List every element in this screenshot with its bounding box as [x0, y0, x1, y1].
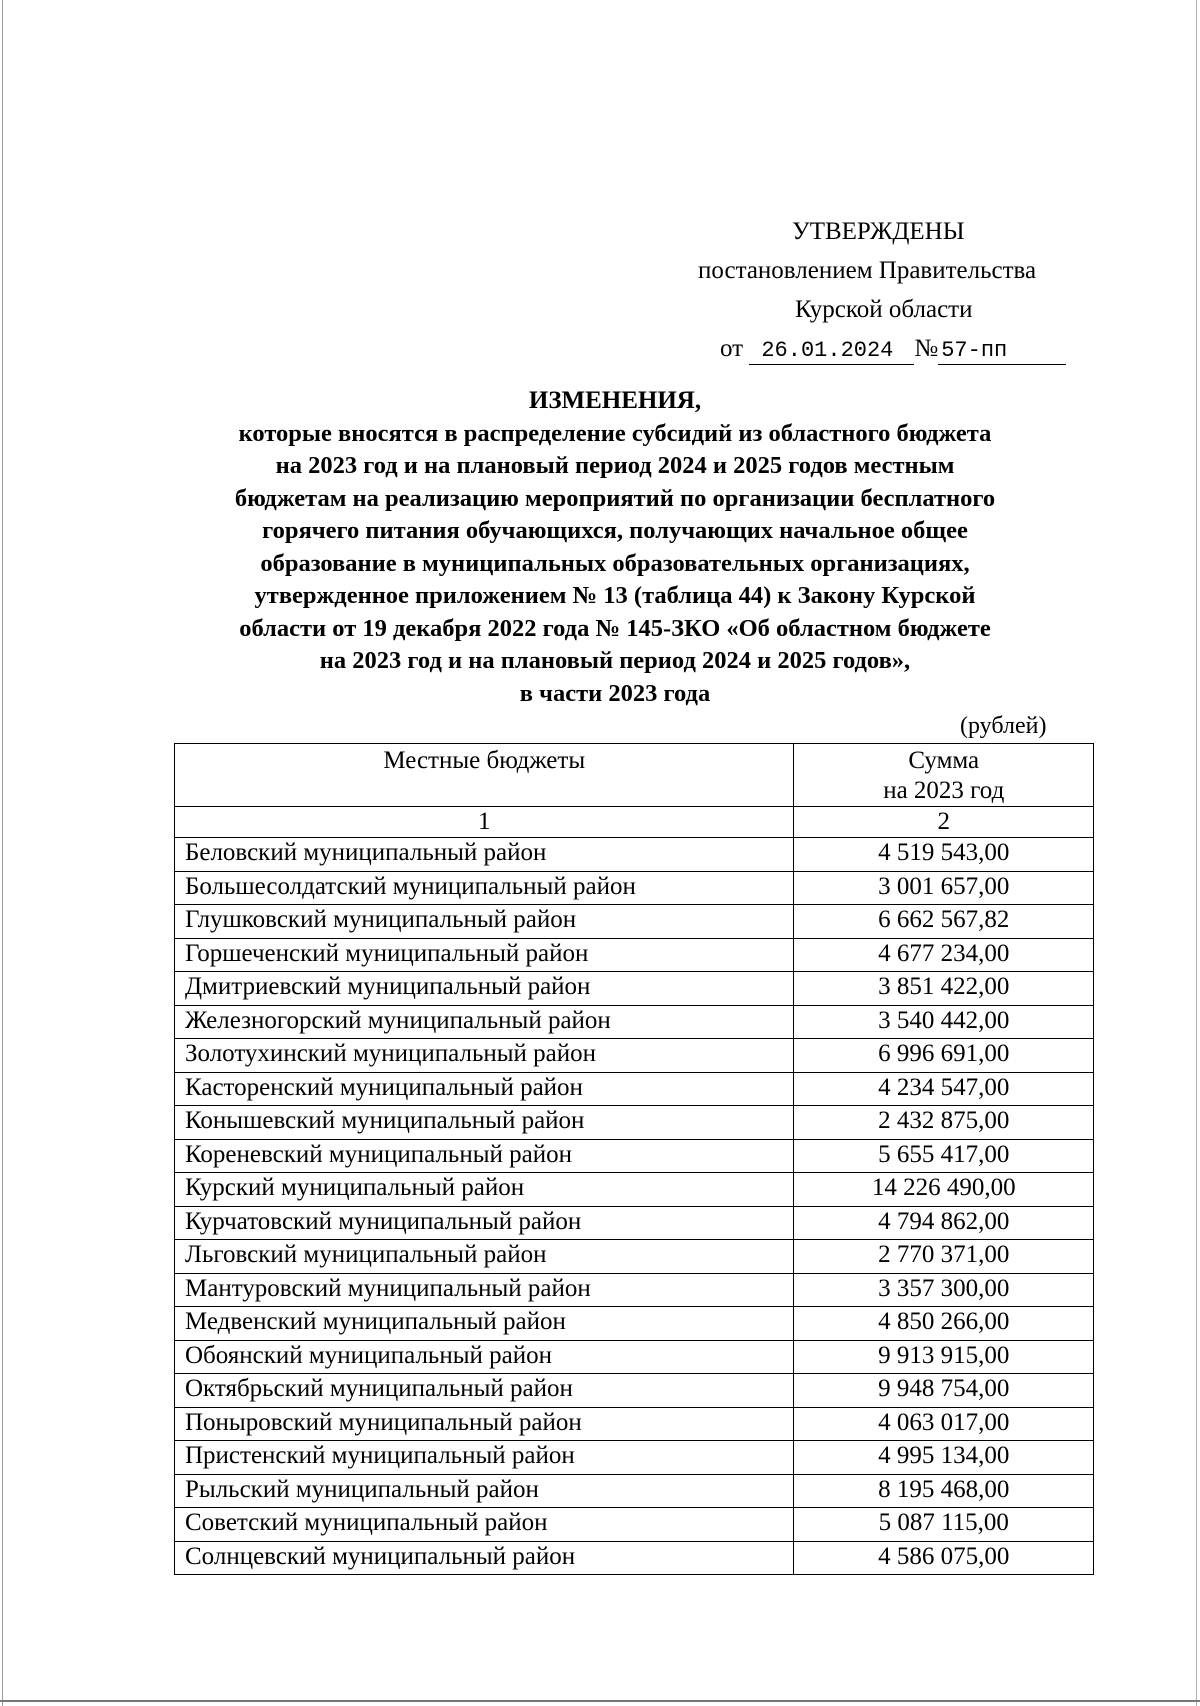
budget-name-cell: Обоянский муниципальный район — [175, 1340, 794, 1374]
budget-amount-cell: 4 850 266,00 — [794, 1307, 1094, 1341]
budget-name-cell: Конышевский муниципальный район — [175, 1106, 794, 1140]
approval-date: 26.01.2024 — [749, 338, 914, 365]
table-row — [175, 938, 1094, 972]
heading-line: на 2023 год и на плановый период 2024 и 2025 годов местным — [275, 452, 955, 479]
budget-name-cell: Советский муниципальный район — [175, 1508, 794, 1542]
budget-name-cell: Солнцевский муниципальный район — [175, 1541, 794, 1575]
budget-amount-cell: 8 195 468,00 — [794, 1474, 1094, 1508]
table-row — [175, 1441, 1094, 1475]
heading-line: на 2023 год и на плановый период 2024 и 2025 годов», — [319, 647, 911, 674]
budget-amount-cell: 4 519 543,00 — [794, 838, 1094, 872]
table-row — [175, 1240, 1094, 1274]
table-row — [175, 1541, 1094, 1575]
budget-name-cell: Золотухинский муниципальный район — [175, 1039, 794, 1073]
budget-name-cell: Мантуровский муниципальный район — [175, 1273, 794, 1307]
heading-line: в части 2023 года — [519, 679, 711, 707]
budget-amount-cell: 9 948 754,00 — [794, 1374, 1094, 1408]
table-row — [175, 1307, 1094, 1341]
budget-amount-cell: 3 851 422,00 — [794, 972, 1094, 1006]
budget-table — [174, 743, 1094, 1575]
budget-name-cell: Курский муниципальный район — [175, 1173, 794, 1207]
budget-name-cell: Медвенский муниципальный район — [175, 1307, 794, 1341]
budget-amount-cell: 2 432 875,00 — [794, 1106, 1094, 1140]
scan-edge-left — [2, 0, 3, 1706]
table-index-row — [175, 807, 1094, 838]
table-row — [175, 1273, 1094, 1307]
document-heading — [160, 385, 1070, 710]
budget-amount-cell: 3 357 300,00 — [794, 1273, 1094, 1307]
index-col1: 1 — [175, 807, 794, 838]
budget-amount-cell: 4 234 547,00 — [794, 1072, 1094, 1106]
header-amount — [794, 744, 1094, 807]
table-row — [175, 1106, 1094, 1140]
budget-name-cell: Поныровский муниципальный район — [175, 1407, 794, 1441]
budget-name-cell: Беловский муниципальный район — [175, 838, 794, 872]
budget-name-cell: Железногорский муниципальный район — [175, 1005, 794, 1039]
approval-region: Курской области — [795, 296, 973, 323]
budget-name-cell: Кореневский муниципальный район — [175, 1139, 794, 1173]
budget-name-cell: Льговский муниципальный район — [175, 1240, 794, 1274]
unit-label: (рублей) — [960, 713, 1047, 739]
heading-line: утвержденное приложением № 13 (таблица 44) к Закону Курской — [254, 582, 976, 609]
budget-amount-cell: 6 662 567,82 — [794, 905, 1094, 939]
table-row — [175, 1407, 1094, 1441]
from-label: от — [720, 335, 744, 362]
budget-name-cell: Октябрьский муниципальный район — [175, 1374, 794, 1408]
heading-line: области от 19 декабря 2022 года № 145-ЗКО «Об областном бюджете — [239, 614, 991, 642]
table-row — [175, 838, 1094, 872]
table-row — [175, 1340, 1094, 1374]
budget-amount-cell: 4 063 017,00 — [794, 1407, 1094, 1441]
table-row — [175, 1374, 1094, 1408]
index-col2: 2 — [794, 807, 1094, 838]
approval-block — [650, 212, 1120, 368]
heading-line: горячего питания обучающихся, получающих начальное общее — [262, 517, 968, 544]
scan-edge-right — [1196, 0, 1197, 1706]
budget-name-cell: Курчатовский муниципальный район — [175, 1206, 794, 1240]
header-amount-line1: Сумма — [908, 747, 980, 774]
budget-amount-cell: 4 794 862,00 — [794, 1206, 1094, 1240]
budget-name-cell: Большесолдатский муниципальный район — [175, 871, 794, 905]
budget-amount-cell: 2 770 371,00 — [794, 1240, 1094, 1274]
budget-name-cell: Горшеченский муниципальный район — [175, 938, 794, 972]
budget-name-cell: Касторенский муниципальный район — [175, 1072, 794, 1106]
budget-amount-cell: 5 087 115,00 — [794, 1508, 1094, 1542]
scan-edge-bottom — [0, 1700, 1200, 1702]
table-row — [175, 1173, 1094, 1207]
approval-authority: постановлением Правительства — [698, 257, 1037, 284]
budget-amount-cell: 9 913 915,00 — [794, 1340, 1094, 1374]
budget-name-cell: Рыльский муниципальный район — [175, 1474, 794, 1508]
header-local-budgets: Местные бюджеты — [175, 744, 794, 807]
budget-amount-cell: 4 677 234,00 — [794, 938, 1094, 972]
approval-date-line — [650, 329, 1120, 368]
budget-name-cell: Дмитриевский муниципальный район — [175, 972, 794, 1006]
budget-name-cell: Пристенский муниципальный район — [175, 1441, 794, 1475]
table-row — [175, 1508, 1094, 1542]
budget-amount-cell: 14 226 490,00 — [794, 1173, 1094, 1207]
budget-amount-cell: 3 001 657,00 — [794, 871, 1094, 905]
budget-amount-cell: 6 996 691,00 — [794, 1039, 1094, 1073]
table-row — [175, 1039, 1094, 1073]
approval-number: 57-пп — [938, 338, 1066, 365]
heading-line: бюджетам на реализацию мероприятий по организации бесплатного — [234, 484, 996, 512]
table-row — [175, 1139, 1094, 1173]
heading-line: образование в муниципальных образовательных организациях, — [260, 549, 970, 577]
budget-name-cell: Глушковский муниципальный район — [175, 905, 794, 939]
budget-amount-cell: 3 540 442,00 — [794, 1005, 1094, 1039]
budget-amount-cell: 5 655 417,00 — [794, 1139, 1094, 1173]
table-row — [175, 871, 1094, 905]
table-row — [175, 1206, 1094, 1240]
table-header-row — [175, 744, 1094, 807]
budget-amount-cell: 4 586 075,00 — [794, 1541, 1094, 1575]
table-row — [175, 1005, 1094, 1039]
table-row — [175, 972, 1094, 1006]
table-row — [175, 1072, 1094, 1106]
approval-title: УТВЕРЖДЕНЫ — [792, 218, 965, 245]
table-row — [175, 905, 1094, 939]
table-row — [175, 1474, 1094, 1508]
heading-line: которые вносятся в распределение субсидий из областного бюджета — [238, 419, 992, 447]
heading-title: ИЗМЕНЕНИЯ, — [528, 387, 702, 414]
header-amount-line2: на 2023 год — [883, 777, 1005, 804]
number-label: № — [914, 335, 939, 362]
budget-amount-cell: 4 995 134,00 — [794, 1441, 1094, 1475]
